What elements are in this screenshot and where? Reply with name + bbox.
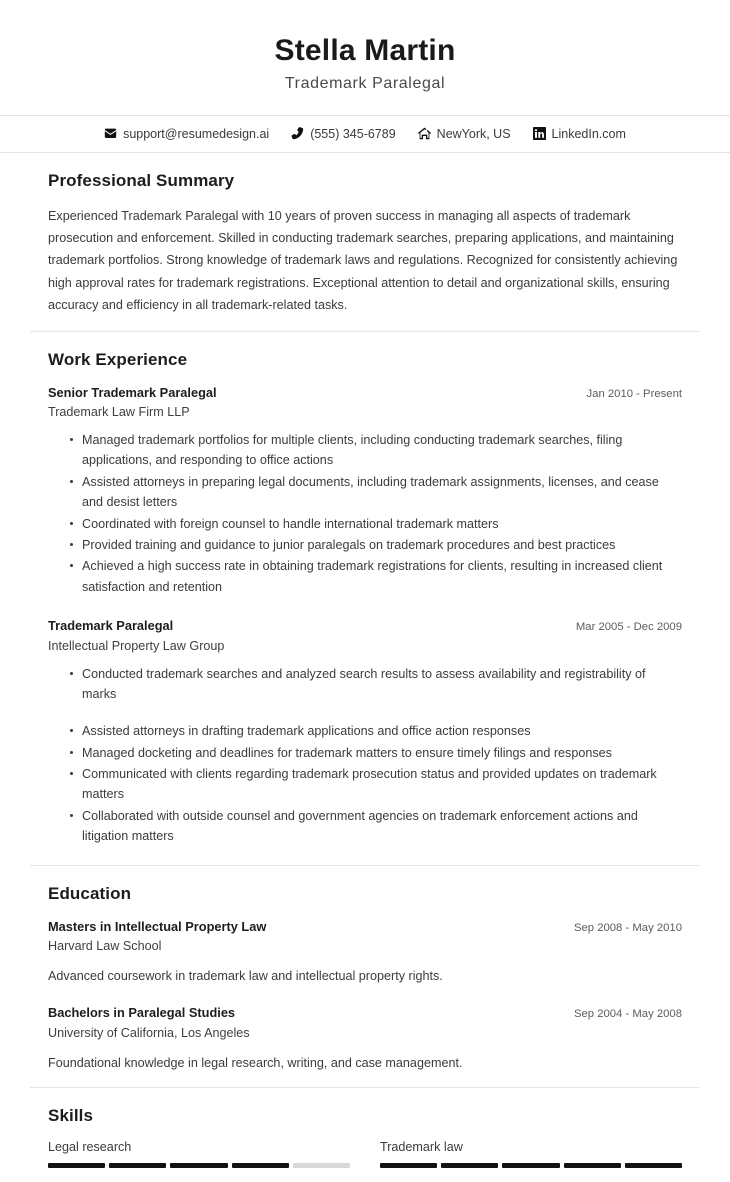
education-institution: Harvard Law School <box>48 939 162 954</box>
list-item: Provided training and guidance to junior paralegals on trademark procedures and best practices <box>70 535 682 555</box>
experience-entry <box>48 384 682 598</box>
list-item: Collaborated with outside counsel and government agencies on trademark enforcement actions and litigation matters <box>70 806 682 847</box>
skills-grid <box>48 1140 682 1168</box>
skills-body <box>30 1140 700 1168</box>
contact-email-label: support@resumedesign.ai <box>123 126 270 141</box>
home-icon <box>418 127 431 140</box>
experience-organization: Intellectual Property Law Group <box>48 638 225 653</box>
skill-segment <box>625 1163 682 1168</box>
list-item: Conducted trademark searches and analyzed search results to assess availability and registrability of marks <box>70 664 682 705</box>
experience-bullet-list <box>48 664 682 847</box>
skill-segment <box>109 1163 166 1168</box>
section-work-experience <box>0 332 730 865</box>
skill-name: Legal research <box>48 1139 132 1154</box>
skill-segment <box>232 1163 289 1168</box>
skill-name: Trademark law <box>380 1139 463 1154</box>
education-degree: Bachelors in Paralegal Studies <box>48 1005 236 1021</box>
contact-linkedin[interactable] <box>533 127 626 141</box>
list-item: Assisted attorneys in preparing legal documents, including trademark assignments, licenses, and cease and desist letters <box>70 472 682 513</box>
experience-role: Senior Trademark Paralegal <box>48 384 217 400</box>
experience-date: Mar 2005 - Dec 2009 <box>575 621 682 634</box>
list-item: Communicated with clients regarding trademark prosecution status and provided updates on trademark matters <box>70 764 682 805</box>
experience-body <box>30 384 700 847</box>
skill-segment <box>502 1163 559 1168</box>
contact-email[interactable] <box>104 127 269 141</box>
summary-section-title: Professional Summary <box>48 170 235 190</box>
resume-header <box>0 0 730 115</box>
linkedin-icon <box>533 127 546 140</box>
candidate-job-title: Trademark Paralegal <box>284 74 446 92</box>
experience-entry <box>48 617 682 847</box>
education-entry-head <box>48 1004 682 1023</box>
summary-text: Experienced Trademark Paralegal with 10 years of proven success in managing all aspects of trademark prosecution and enforcement. Skilled in conducting trademark searches, preparing applications, and maintaining trademark portfolios. Strong knowledge of trademark laws and regulations. Recognized for consistently achieving high approval rates for trademark registrations. Exceptional attention to detail and organizational skills, ensuring accuracy and efficiency in all trademark-related tasks. <box>48 208 678 313</box>
skill-segment <box>293 1163 350 1168</box>
experience-bullet-list <box>48 430 682 597</box>
education-entry-head <box>48 918 682 937</box>
skill-segment <box>441 1163 498 1168</box>
contact-bar <box>0 116 730 152</box>
skill-level-bar <box>380 1163 682 1168</box>
candidate-name: Stella Martin <box>274 34 456 67</box>
section-professional-summary <box>0 153 730 331</box>
education-date: Sep 2004 - May 2008 <box>573 1008 682 1021</box>
skill-segment <box>48 1163 105 1168</box>
list-item: Managed docketing and deadlines for trademark matters to ensure timely filings and responses <box>70 743 682 763</box>
list-item: Coordinated with foreign counsel to handle international trademark matters <box>70 514 682 534</box>
education-institution: University of California, Los Angeles <box>48 1025 250 1040</box>
section-education <box>0 866 730 1087</box>
list-item: Managed trademark portfolios for multiple clients, including conducting trademark searches, filing applications, and responding to office actions <box>70 430 682 471</box>
envelope-icon <box>104 127 117 140</box>
experience-date: Jan 2010 - Present <box>586 387 682 400</box>
experience-entry-head <box>48 617 682 636</box>
skill-segment <box>380 1163 437 1168</box>
skills-section-title: Skills <box>48 1105 94 1125</box>
skill-segment <box>170 1163 227 1168</box>
education-entry <box>48 1004 682 1073</box>
education-description: Foundational knowledge in legal research, writing, and case management. <box>48 1055 463 1070</box>
skill-segment <box>564 1163 621 1168</box>
list-item: Assisted attorneys in drafting trademark applications and office action responses <box>70 721 682 741</box>
education-description: Advanced coursework in trademark law and intellectual property rights. <box>48 969 443 984</box>
experience-role: Trademark Paralegal <box>48 618 174 634</box>
education-entry <box>48 918 682 987</box>
skill-level-bar <box>48 1163 350 1168</box>
education-body <box>30 918 700 1073</box>
education-section-title: Education <box>48 883 132 903</box>
education-date: Sep 2008 - May 2010 <box>573 921 682 934</box>
experience-organization: Trademark Law Firm LLP <box>48 405 190 420</box>
education-degree: Masters in Intellectual Property Law <box>48 918 267 934</box>
list-item: Achieved a high success rate in obtaining trademark registrations for clients, resulting in increased client satisfaction and retention <box>70 556 682 597</box>
summary-body <box>30 205 700 317</box>
contact-linkedin-label: LinkedIn.com <box>551 126 626 141</box>
contact-location[interactable] <box>418 127 511 141</box>
phone-icon <box>291 127 304 140</box>
skill-item <box>380 1140 682 1168</box>
skill-item <box>48 1140 350 1168</box>
section-skills <box>0 1088 730 1182</box>
contact-phone-label: (555) 345-6789 <box>310 126 396 141</box>
contact-location-label: NewYork, US <box>436 126 511 141</box>
contact-phone[interactable] <box>291 127 395 141</box>
experience-entry-head <box>48 384 682 403</box>
experience-section-title: Work Experience <box>48 349 188 369</box>
